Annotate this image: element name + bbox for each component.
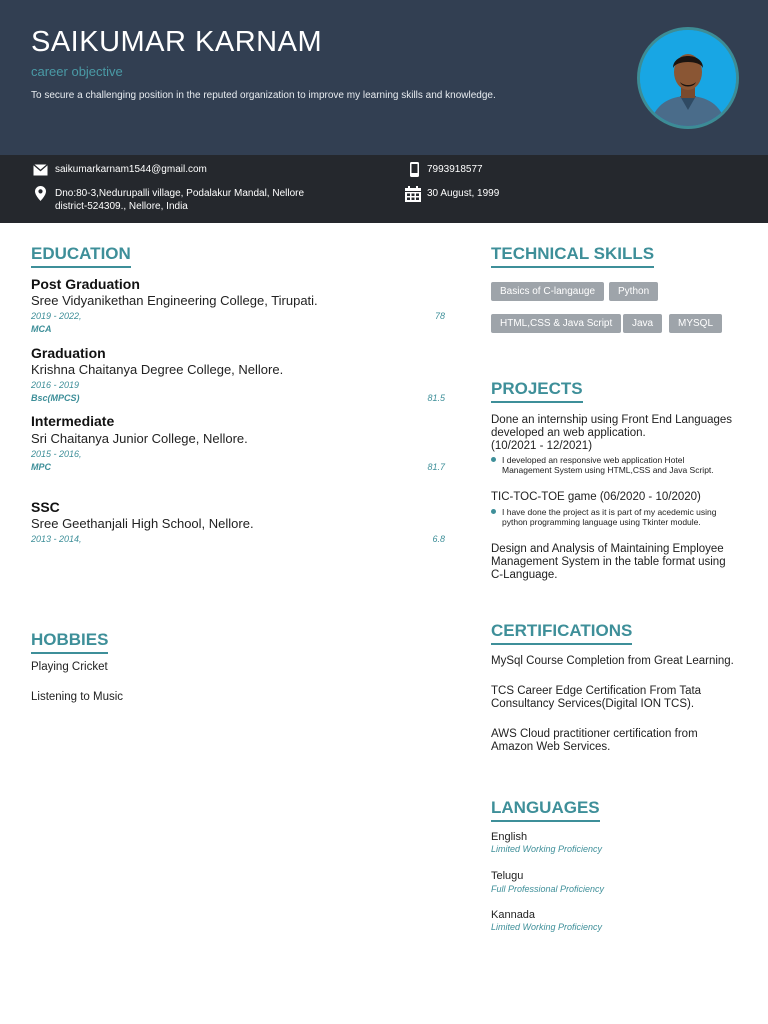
language-level: Limited Working Proficiency [491,922,603,932]
edu-score: 6.8 [432,534,445,544]
edu-degree: MPC [31,462,51,472]
project-title: TIC-TOC-TOE game (06/2020 - 10/2020) [491,491,701,503]
person-photo-icon [640,30,736,126]
skill-tag: Basics of C-langauge [491,282,604,301]
certification-item: Amazon Web Services. [491,741,611,753]
certification-item: MySql Course Completion from Great Learning. [491,655,734,667]
certification-item: Consultancy Services(Digital ION TCS). [491,698,695,710]
projects-heading: PROJECTS [491,379,583,403]
language-name: English [491,831,528,843]
edu-degree: Bsc(MPCS) [31,393,80,403]
email-text[interactable]: saikumarkarnam1544@gmail.com [55,164,207,175]
profile-photo [637,27,739,129]
hobby-item: Playing Cricket [31,661,108,673]
edu-school: Sree Vidyanikethan Engineering College, Tirupati. [31,293,318,308]
candidate-name: SAIKUMAR KARNAM [31,26,323,58]
project-text: Done an internship using Front End Languages [491,414,733,426]
objective-label: career objective [31,64,123,79]
language-name: Telugu [491,870,524,882]
skill-tag: MYSQL [669,314,722,333]
edu-score: 81.5 [427,393,445,403]
education-heading: EDUCATION [31,244,131,268]
edu-score: 81.7 [427,462,445,472]
language-name: Kannada [491,909,536,921]
skills-heading: TECHNICAL SKILLS [491,244,654,268]
bullet-icon [491,457,496,462]
location-pin-icon [35,186,46,201]
bullet-icon [491,509,496,514]
edu-years: 2015 - 2016, [31,449,82,459]
project-text: C-Language. [491,569,558,581]
project-bullet: Management System using HTML,CSS and Java Script. [502,465,714,475]
calendar-icon [405,186,421,202]
edu-years: 2016 - 2019 [31,380,80,390]
edu-title: SSC [31,499,60,515]
edu-school: Sree Geethanjali High School, Nellore. [31,516,254,531]
edu-score: 78 [434,311,445,321]
edu-title: Post Graduation [31,276,140,292]
email-icon [33,164,48,176]
edu-school: Krishna Chaitanya Degree College, Nellore. [31,362,284,377]
certification-item: AWS Cloud practitioner certification from [491,728,698,740]
edu-school: Sri Chaitanya Junior College, Nellore. [31,431,248,446]
project-text: (10/2021 - 12/2021) [491,440,593,452]
skill-tag: HTML,CSS & Java Script [491,314,621,333]
edu-title: Intermediate [31,413,115,429]
project-bullet: I have done the project as it is part of my acedemic using [502,507,717,517]
edu-title: Graduation [31,345,106,361]
edu-degree: MCA [31,324,52,334]
dob-text: 30 August, 1999 [427,188,500,199]
project-bullet: I developed an responsive web application Hotel [502,455,685,465]
languages-heading: LANGUAGES [491,798,600,822]
hobby-item: Listening to Music [31,691,124,703]
certification-item: TCS Career Edge Certification From Tata [491,685,702,697]
project-bullet: python programming language using Tkinter module. [502,517,701,527]
certifications-heading: CERTIFICATIONS [491,621,632,645]
address-line-2: district-524309., Nellore, India [55,201,188,212]
skill-tag: Java [623,314,662,333]
phone-icon [410,162,419,177]
address-line-1: Dno:80-3,Nedurupalli village, Podalakur Mandal, Nellore [55,188,305,199]
project-text: Design and Analysis of Maintaining Employee [491,543,724,555]
phone-text[interactable]: 7993918577 [427,164,483,175]
edu-years: 2013 - 2014, [31,534,82,544]
objective-text: To secure a challenging position in the reputed organization to improve my learning skills and knowledge. [31,90,496,101]
language-level: Full Professional Proficiency [491,884,605,894]
skill-tag: Python [609,282,658,301]
edu-years: 2019 - 2022, [31,311,82,321]
project-text: Management System in the table format using [491,556,726,568]
hobbies-heading: HOBBIES [31,630,108,654]
language-level: Limited Working Proficiency [491,844,603,854]
project-text: developed an web application. [491,427,646,439]
